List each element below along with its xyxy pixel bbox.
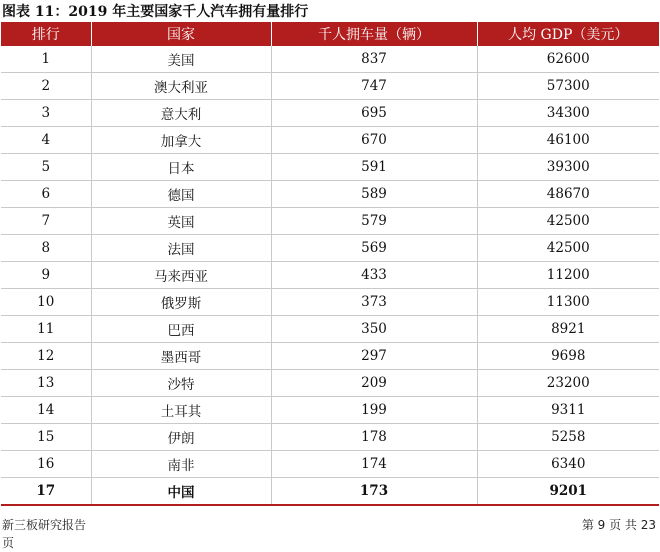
rank-cell: 14 [1, 397, 91, 424]
rank-cell: 13 [1, 370, 91, 397]
gdp-cell: 39300 [477, 154, 659, 181]
gdp-cell: 6340 [477, 451, 659, 478]
country-cell: 美国 [91, 46, 271, 73]
rank-cell: 15 [1, 424, 91, 451]
gdp-cell: 9698 [477, 343, 659, 370]
figure-title: 图表 11：2019 年主要国家千人汽车拥有量排行 [2, 4, 309, 20]
table-row [1, 127, 659, 154]
table-row [1, 397, 659, 424]
gdp-cell: 48670 [477, 181, 659, 208]
gdp-cell: 23200 [477, 370, 659, 397]
cars-cell: 569 [271, 235, 477, 262]
country-cell: 加拿大 [91, 127, 271, 154]
gdp-cell: 46100 [477, 127, 659, 154]
country-cell: 日本 [91, 154, 271, 181]
table-row [1, 289, 659, 316]
gdp-cell: 42500 [477, 235, 659, 262]
table-row [1, 100, 659, 127]
footer-report-label: 新三板研究报告 [2, 518, 87, 532]
rank-cell: 8 [1, 235, 91, 262]
rank-cell: 11 [1, 316, 91, 343]
cars-cell: 199 [271, 397, 477, 424]
footer-report-name [2, 516, 112, 552]
gdp-cell: 11300 [477, 289, 659, 316]
rank-cell: 16 [1, 451, 91, 478]
rank-cell: 3 [1, 100, 91, 127]
cars-cell: 350 [271, 316, 477, 343]
cars-cell: 373 [271, 289, 477, 316]
table-row [1, 451, 659, 478]
cars-cell: 695 [271, 100, 477, 127]
table-row [1, 262, 659, 289]
header-gdp-per-capita: 人均 GDP（美元） [477, 22, 659, 46]
gdp-cell: 9201 [477, 478, 659, 506]
rank-cell: 1 [1, 46, 91, 73]
table-row-highlight-china [1, 478, 659, 506]
header-rank: 排行 [1, 22, 91, 46]
table-row [1, 343, 659, 370]
cars-cell: 747 [271, 73, 477, 100]
rank-cell: 7 [1, 208, 91, 235]
country-cell: 中国 [91, 478, 271, 506]
gdp-cell: 42500 [477, 208, 659, 235]
country-cell: 土耳其 [91, 397, 271, 424]
gdp-cell: 34300 [477, 100, 659, 127]
cars-cell: 433 [271, 262, 477, 289]
cars-cell: 174 [271, 451, 477, 478]
cars-cell: 589 [271, 181, 477, 208]
footer-page-number: 第 9 页 共 23 [581, 518, 656, 532]
cars-cell: 837 [271, 46, 477, 73]
table-row [1, 46, 659, 73]
table-header-row [1, 22, 659, 46]
table-row [1, 154, 659, 181]
rank-cell: 10 [1, 289, 91, 316]
rank-cell: 6 [1, 181, 91, 208]
cars-cell: 670 [271, 127, 477, 154]
rank-cell: 12 [1, 343, 91, 370]
rank-cell: 4 [1, 127, 91, 154]
table-row [1, 73, 659, 100]
country-cell: 巴西 [91, 316, 271, 343]
car-ownership-table [1, 22, 659, 506]
country-cell: 英国 [91, 208, 271, 235]
table-row [1, 235, 659, 262]
country-cell: 南非 [91, 451, 271, 478]
footer-page-suffix: 页 [2, 536, 15, 550]
table-row [1, 208, 659, 235]
table-row [1, 181, 659, 208]
country-cell: 俄罗斯 [91, 289, 271, 316]
country-cell: 澳大利亚 [91, 73, 271, 100]
country-cell: 德国 [91, 181, 271, 208]
country-cell: 马来西亚 [91, 262, 271, 289]
gdp-cell: 5258 [477, 424, 659, 451]
country-cell: 意大利 [91, 100, 271, 127]
rank-cell: 17 [1, 478, 91, 506]
rank-cell: 2 [1, 73, 91, 100]
rank-cell: 9 [1, 262, 91, 289]
header-cars-per-thousand: 千人拥车量（辆） [271, 22, 477, 46]
cars-cell: 209 [271, 370, 477, 397]
gdp-cell: 57300 [477, 73, 659, 100]
rank-cell: 5 [1, 154, 91, 181]
cars-cell: 173 [271, 478, 477, 506]
gdp-cell: 11200 [477, 262, 659, 289]
country-cell: 伊朗 [91, 424, 271, 451]
gdp-cell: 9311 [477, 397, 659, 424]
gdp-cell: 62600 [477, 46, 659, 73]
gdp-cell: 8921 [477, 316, 659, 343]
table-row [1, 370, 659, 397]
header-country: 国家 [91, 22, 271, 46]
country-cell: 法国 [91, 235, 271, 262]
country-cell: 沙特 [91, 370, 271, 397]
cars-cell: 178 [271, 424, 477, 451]
country-cell: 墨西哥 [91, 343, 271, 370]
cars-cell: 591 [271, 154, 477, 181]
table-row [1, 424, 659, 451]
table-row [1, 316, 659, 343]
cars-cell: 297 [271, 343, 477, 370]
cars-cell: 579 [271, 208, 477, 235]
